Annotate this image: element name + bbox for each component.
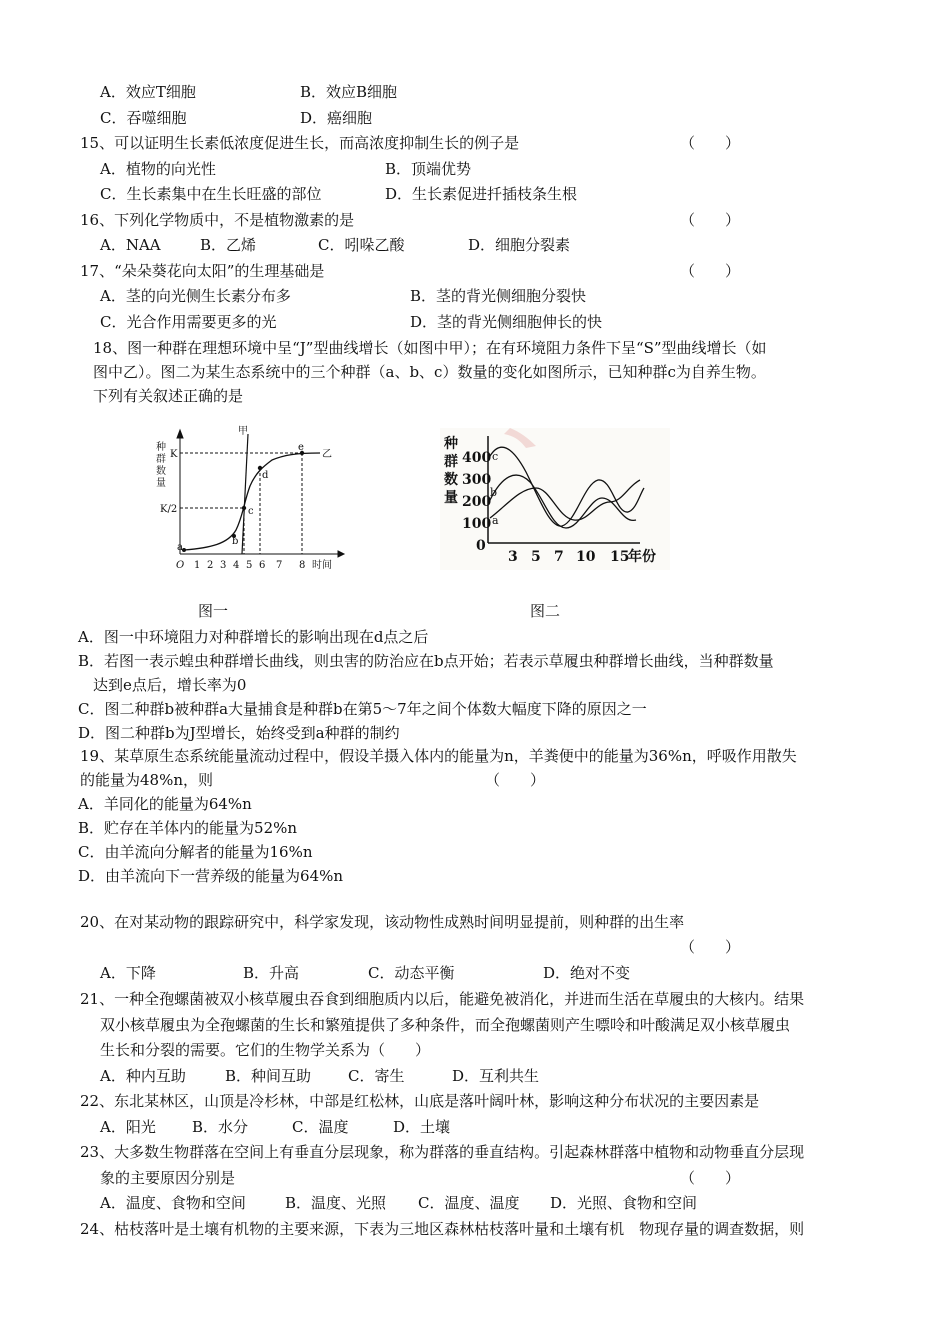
q17-stem: 17、“朵朵葵花向太阳”的生理基础是 (80, 262, 325, 280)
fig2-xtick-5: 5 (531, 549, 541, 565)
q15-answer-paren: （ ） (680, 134, 741, 152)
q19-option-b: B．贮存在羊体内的能量为52%n (78, 819, 298, 837)
q18-option-b-line1: B．若图一表示蝗虫种群增长曲线，则虫害的防治应在b点开始；若表示草履虫种群增长曲线，当种群数量 (78, 652, 774, 670)
fig2-series-label-c: c (492, 450, 499, 463)
q16-stem: 16、下列化学物质中，不是植物激素的是 (80, 211, 355, 229)
q17-option-d: D．茎的背光侧细胞伸长的快 (410, 313, 603, 331)
q14-option-c: C．吞噬细胞 (100, 109, 187, 127)
fig1-xtick-7: 7 (276, 560, 283, 571)
figure-1-growth-curves (150, 422, 350, 582)
fig1-point-d: d (262, 470, 269, 481)
q18-stem-line2: 图中乙）。图二为某生态系统中的三个种群（a、b、c）数量的变化如图所示，已知种群c为自养生物。 (93, 363, 766, 381)
q23-stem-line2: 象的主要原因分别是 (100, 1169, 236, 1187)
fig1-xlabel: 时间 (312, 560, 332, 571)
q21-stem-line3: 生长和分裂的需要。它们的生物学关系为（ ） (100, 1041, 431, 1059)
q18-option-a: A．图一中环境阻力对种群增长的影响出现在d点之后 (78, 628, 429, 646)
q22-option-c: C．温度 (292, 1118, 349, 1136)
q22-option-d: D．土壤 (393, 1118, 451, 1136)
figure-2-caption: 图二 (530, 602, 561, 620)
q19-stem-line2: 的能量为48%n，则 (80, 771, 214, 789)
q22-option-a: A．阳光 (100, 1118, 156, 1136)
fig2-ytick-400: 400 (462, 450, 492, 466)
q20-option-c: C．动态平衡 (368, 964, 455, 982)
q21-option-c: C．寄生 (348, 1067, 405, 1085)
q21-option-b: B．种间互助 (225, 1067, 312, 1085)
fig1-point-a: a (177, 542, 183, 553)
fig1-jia-label: 甲 (238, 426, 248, 437)
q24-stem-line1: 24、枯枝落叶是土壤有机物的主要来源，下表为三地区森林枯枝落叶量和土壤有机 物现存量的调查数据，则 (80, 1220, 805, 1238)
q17-option-b: B．茎的背光侧细胞分裂快 (410, 287, 587, 305)
q17-option-c: C．光合作用需要更多的光 (100, 313, 277, 331)
q16-answer-paren: （ ） (680, 211, 741, 229)
q16-option-b: B．乙烯 (200, 236, 257, 254)
q19-option-c: C．由羊流向分解者的能量为16%n (78, 843, 313, 861)
q23-option-b: B．温度、光照 (285, 1194, 387, 1212)
q20-option-b: B．升高 (243, 964, 300, 982)
q15-option-d: D．生长素促进扦插枝条生根 (385, 185, 578, 203)
fig2-xtick-7: 7 (554, 549, 564, 565)
fig1-point-e: e (298, 442, 304, 453)
fig1-k2-label: K/2 (160, 504, 178, 515)
fig1-y-arrow (177, 430, 183, 438)
q22-stem: 22、东北某林区，山顶是冷杉林，中部是红松林，山底是落叶阔叶林，影响这种分布状况的主要因素是 (80, 1092, 760, 1110)
fig2-ytick-100: 100 (462, 516, 492, 532)
q23-answer-paren: （ ） (680, 1169, 741, 1187)
q19-stem-line1: 19、某草原生态系统能量流动过程中，假设羊摄入体内的能量为n，羊粪便中的能量为36%n，呼吸作用散失 (80, 747, 797, 765)
figure-1-caption: 图一 (198, 602, 229, 620)
figure-2-population-cycles (440, 428, 670, 570)
q15-option-c: C．生长素集中在生长旺盛的部位 (100, 185, 322, 203)
fig2-series-label-a: a (492, 514, 499, 527)
q22-option-b: B．水分 (192, 1118, 249, 1136)
fig2-ytick-0: 0 (476, 538, 486, 554)
q19-answer-paren: （ ） (485, 771, 546, 789)
q15-option-b: B．顶端优势 (385, 160, 472, 178)
fig1-ylabel-1: 种 (156, 442, 166, 453)
q20-stem: 20、在对某动物的跟踪研究中，科学家发现，该动物性成熟时间明显提前，则种群的出生率 (80, 913, 685, 931)
q20-option-a: A．下降 (100, 964, 156, 982)
fig1-ylabel-4: 量 (156, 478, 166, 489)
q19-option-a: A．羊同化的能量为64%n (78, 795, 252, 813)
q23-option-c: C．温度、温度 (418, 1194, 520, 1212)
q14-option-b: B．效应B细胞 (300, 83, 398, 101)
fig1-k-label: K (170, 449, 178, 460)
q18-option-d: D．图二种群b为J型增长，始终受到a种群的制约 (78, 724, 400, 742)
fig1-ylabel-3: 数 (156, 466, 166, 477)
q20-option-d: D．绝对不变 (543, 964, 631, 982)
fig2-ylabel-3: 数 (444, 472, 458, 488)
q14-option-d: D．癌细胞 (300, 109, 373, 127)
fig2-xlabel: 年份 (628, 549, 656, 565)
q18-option-c: C．图二种群b被种群a大量捕食是种群b在第5～7年之间个体数大幅度下降的原因之一 (78, 700, 647, 718)
q19-option-d: D．由羊流向下一营养级的能量为64%n (78, 867, 344, 885)
q16-option-d: D．细胞分裂素 (468, 236, 571, 254)
fig2-series-label-b: b (490, 486, 498, 499)
fig2-ytick-300: 300 (462, 472, 492, 488)
q23-option-d: D．光照、食物和空间 (550, 1194, 698, 1212)
fig1-xtick-1: 1 (194, 560, 201, 571)
fig1-xtick-6: 6 (259, 560, 266, 571)
fig1-yi-label: 乙 (322, 449, 332, 460)
q17-option-a: A．茎的向光侧生长素分布多 (100, 287, 291, 305)
fig1-xtick-5: 5 (246, 560, 253, 571)
q21-stem-line2: 双小核草履虫为全孢螺菌的生长和繁殖提供了多种条件，而全孢螺菌则产生嘌呤和叶酸满足双小核草履虫 (100, 1016, 791, 1034)
q18-stem-line1: 18、图一种群在理想环境中呈“J”型曲线增长（如图中甲）；在有环境阻力条件下呈“S”型曲线增长（如 (93, 339, 767, 357)
q16-option-c: C．吲哚乙酸 (318, 236, 405, 254)
q18-stem-line3: 下列有关叙述正确的是 (93, 387, 244, 405)
fig1-x-arrow (338, 551, 344, 557)
q15-stem: 15、可以证明生长素低浓度促进生长，而高浓度抑制生长的例子是 (80, 134, 520, 152)
fig1-xtick-8: 8 (299, 560, 306, 571)
fig2-xtick-15: 15 (610, 549, 630, 565)
q18-option-b-line2: 达到e点后，增长率为0 (93, 676, 247, 694)
fig2-ylabel-4: 量 (444, 490, 458, 506)
q21-stem-line1: 21、一种全孢螺菌被双小核草履虫吞食到细胞质内以后，能避免被消化，并进而生活在草履虫的大核内。结果 (80, 990, 805, 1008)
fig1-origin: O (176, 560, 185, 571)
fig1-xtick-2: 2 (207, 560, 214, 571)
fig1-xtick-4: 4 (233, 560, 240, 571)
fig1-point-b: b (232, 536, 239, 547)
fig1-ylabel-2: 群 (156, 454, 166, 465)
fig2-ylabel-2: 群 (444, 454, 458, 470)
q20-answer-paren: （ ） (680, 938, 741, 956)
fig1-s-curve (184, 453, 320, 550)
fig2-ytick-200: 200 (462, 494, 492, 510)
fig2-ylabel-1: 种 (444, 436, 458, 452)
fig1-xtick-3: 3 (220, 560, 227, 571)
q17-answer-paren: （ ） (680, 262, 741, 280)
fig1-point-c: c (248, 506, 254, 517)
q14-option-a: A．效应T细胞 (100, 83, 196, 101)
q21-option-d: D．互利共生 (452, 1067, 540, 1085)
fig2-xtick-3: 3 (508, 549, 518, 565)
fig2-xtick-10: 10 (576, 549, 596, 565)
q21-option-a: A．种内互助 (100, 1067, 186, 1085)
q15-option-a: A．植物的向光性 (100, 160, 216, 178)
q23-option-a: A．温度、食物和空间 (100, 1194, 246, 1212)
q16-option-a: A．NAA (100, 236, 161, 254)
q23-stem-line1: 23、大多数生物群落在空间上有垂直分层现象，称为群落的垂直结构。引起森林群落中植物和动物垂直分层现 (80, 1143, 805, 1161)
